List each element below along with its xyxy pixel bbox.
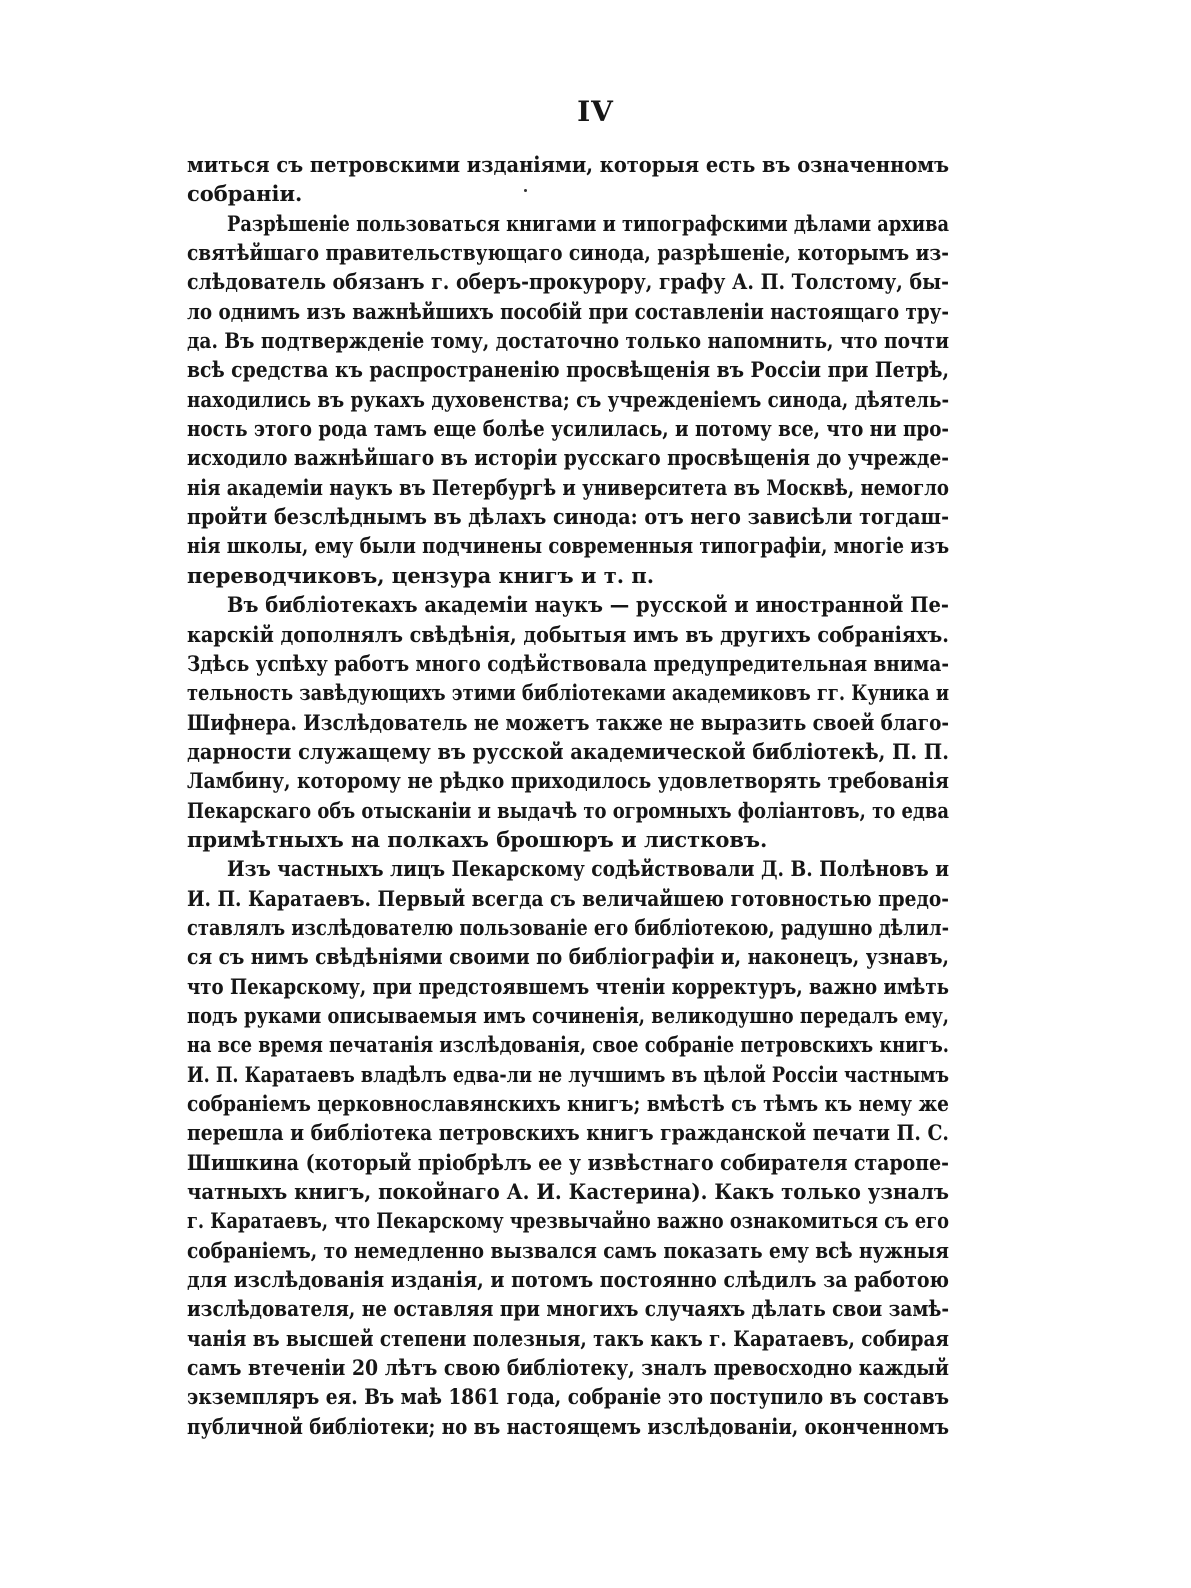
text-line <box>187 737 949 766</box>
text-line-content: исходило важнѣйшаго въ исторіи русскаго просвѣщенія до учрежде- <box>187 445 950 471</box>
text-line-content: тельность завѣдующихъ этими библіотеками академиковъ гг. Куника и <box>187 680 950 706</box>
text-line-content: нія школы, ему были подчинены современныя типографіи, многіе изъ <box>187 533 950 559</box>
text-line <box>187 1294 949 1323</box>
text-line-content: примѣтныхъ на полкахъ брошюръ и листковъ. <box>187 826 768 852</box>
text-line-content: Въ библіотекахъ академіи наукъ — русской и иностранной Пе- <box>227 592 950 618</box>
text-line-content: собраніемъ, то немедленно вызвался самъ показать ему всѣ нужныя <box>187 1237 950 1263</box>
text-line <box>187 1236 949 1265</box>
text-line <box>187 1412 949 1441</box>
text-line-content: дарности служащему въ русской академической библіотекѣ, П. П. <box>187 738 949 764</box>
text-line <box>187 972 949 1001</box>
text-line-content: ло однимъ изъ важнѣйшихъ пособій при составленіи настоящаго тру- <box>187 298 950 324</box>
text-line <box>187 297 949 326</box>
text-line <box>187 678 949 707</box>
text-line <box>187 708 949 737</box>
text-line <box>187 1324 949 1353</box>
text-line-content: Шифнера. Изслѣдователь не можетъ также не выразить своей благо- <box>187 709 950 735</box>
text-line-content: Изъ частныхъ лицъ Пекарскому содѣйствовали Д. В. Полѣновъ и <box>227 856 950 882</box>
text-line <box>187 385 949 414</box>
text-line-content: находились въ рукахъ духовенства; съ учрежденіемъ синода, дѣятель- <box>187 386 950 412</box>
text-line <box>187 1265 949 1294</box>
page-number: IV <box>577 95 614 128</box>
text-line-content: публичной библіотеки; но въ настоящемъ изслѣдованіи, оконченномъ <box>187 1413 950 1439</box>
text-line-content: собраніи. <box>187 181 303 207</box>
text-line <box>187 1206 949 1235</box>
text-line-content: всѣ средства къ распространенію просвѣщенія въ Россіи при Петрѣ, <box>187 357 950 383</box>
text-line-content: самъ втеченіи 20 лѣтъ свою библіотеку, зналъ превосходно каждый <box>187 1355 949 1381</box>
text-line-content: миться съ петровскими изданіями, которыя есть въ означенномъ <box>187 152 950 177</box>
text-line <box>187 267 949 296</box>
text-line <box>187 443 949 472</box>
text-line-content: чатныхъ книгъ, покойнаго А. И. Кастерина). Какъ только узналъ <box>187 1179 949 1205</box>
text-line <box>187 209 949 238</box>
text-line <box>187 179 949 208</box>
text-line-content: экземпляръ ея. Въ маѣ 1861 года, собраніе это поступило въ составъ <box>187 1384 950 1410</box>
text-line-content: карскій дополнялъ свѣдѣнія, добытыя имъ въ другихъ собраніяхъ. <box>187 621 949 647</box>
text-line <box>187 825 949 854</box>
text-line-content: на все время печатанія изслѣдованія, свое собраніе петровскихъ книгъ. <box>187 1032 949 1058</box>
text-line-content: Здѣсь успѣху работъ много содѣйствовала предупредительная внима- <box>187 650 950 676</box>
text-line <box>187 238 949 267</box>
text-line <box>187 913 949 942</box>
text-line-content: что Пекарскому, при предстоявшемъ чтеніи корректуръ, важно имѣть <box>187 973 949 999</box>
text-line <box>187 1089 949 1118</box>
text-line <box>187 414 949 443</box>
body-text <box>187 150 949 1441</box>
text-line <box>187 1382 949 1411</box>
text-line-content: пройти безслѣднымъ въ дѣлахъ синода: отъ него зависѣли тогдаш- <box>187 504 950 530</box>
text-line-content: Шишкина (который пріобрѣлъ ее у извѣстнаго собирателя старопе- <box>187 1149 950 1175</box>
text-line-content: переводчиковъ, цензура книгъ и т. п. <box>187 562 655 588</box>
text-line-content: изслѣдователя, не оставляя при многихъ случаяхъ дѣлать свои замѣ- <box>187 1296 950 1322</box>
text-line <box>187 1148 949 1177</box>
text-line-content: собраніемъ церковнославянскихъ книгъ; вмѣстѣ съ тѣмъ къ нему же <box>187 1091 949 1116</box>
text-line <box>187 620 949 649</box>
text-line <box>187 1060 949 1089</box>
text-line-content: И. П. Каратаевъ. Первый всегда съ величайшею готовностью предо- <box>187 885 950 911</box>
text-line <box>187 854 949 883</box>
text-line-content: ся съ нимъ свѣдѣніями своими по библіографіи и, наконецъ, узнавъ, <box>187 944 950 970</box>
text-line <box>187 942 949 971</box>
text-line-content: ность этого рода тамъ еще болѣе усилилась, и потому все, что ни про- <box>187 416 950 442</box>
text-line <box>187 796 949 825</box>
text-line <box>187 590 949 619</box>
text-line <box>187 1118 949 1147</box>
text-line <box>187 1030 949 1059</box>
text-line-content: подъ руками описываемыя имъ сочиненія, великодушно передалъ ему, <box>187 1002 950 1028</box>
text-line <box>187 473 949 502</box>
text-line-content: для изслѣдованія изданія, и потомъ постоянно слѣдилъ за работою <box>187 1267 949 1293</box>
text-line-content: ставлялъ изслѣдователю пользованіе его библіотекою, радушно дѣлил- <box>187 914 950 940</box>
text-line-content: г. Каратаевъ, что Пекарскому чрезвычайно важно ознакомиться съ его <box>187 1208 949 1234</box>
text-line-content: Разрѣшеніе пользоваться книгами и типографскими дѣлами архива <box>227 210 950 236</box>
text-line-content: нія академіи наукъ въ Петербургѣ и университета въ Москвѣ, немогло <box>187 474 950 500</box>
text-line <box>187 649 949 678</box>
text-line <box>187 531 949 560</box>
text-line <box>187 1177 949 1206</box>
text-line-content: перешла и библіотека петровскихъ книгъ гражданской печати П. С. <box>187 1120 949 1146</box>
text-line-content: да. Въ подтвержденіе тому, достаточно только напомнить, что почти <box>187 328 949 354</box>
text-line <box>187 561 949 590</box>
text-line-content: чанія въ высшей степени полезныя, такъ какъ г. Каратаевъ, собирая <box>187 1325 949 1351</box>
text-line <box>187 150 949 179</box>
text-line-content: святѣйшаго правительствующаго синода, разрѣшеніе, которымъ из- <box>187 240 949 266</box>
text-line <box>187 766 949 795</box>
text-line-content: слѣдователь обязанъ г. оберъ-прокурору, графу А. П. Толстому, бы- <box>187 269 949 295</box>
text-line-content: И. П. Каратаевъ владѣлъ едва-ли не лучшимъ въ цѣлой Россіи частнымъ <box>187 1061 949 1087</box>
text-line <box>187 502 949 531</box>
text-line <box>187 355 949 384</box>
text-line <box>187 884 949 913</box>
text-line <box>187 326 949 355</box>
text-line-content: Пекарскаго объ отысканіи и выдачѣ то огромныхъ фоліантовъ, то едва <box>187 797 950 823</box>
text-line-content: Ламбину, которому не рѣдко приходилось удовлетворять требованія <box>187 768 949 794</box>
text-line <box>187 1001 949 1030</box>
text-line <box>187 1353 949 1382</box>
